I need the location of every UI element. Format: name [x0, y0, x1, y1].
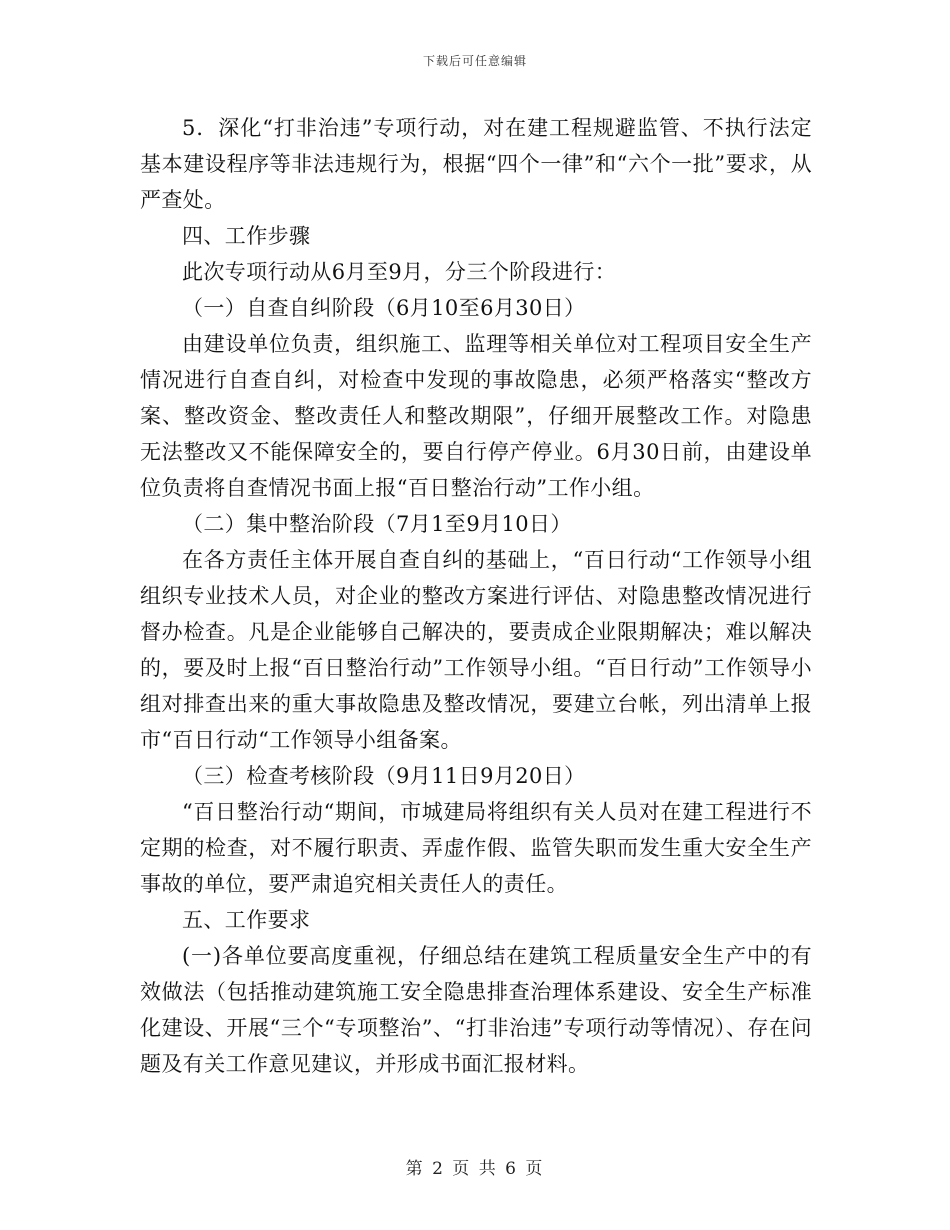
paragraph-centralized-rectification: 在各方责任主体开展自查自纠的基础上，“百日行动“工作领导小组组织专业技术人员，对企业的整改方案进行评估、对隐患整改情况进行督办检查。凡是企业能够自己解决的，要责成企业限期解决；难以解决的，要及时上报“百日整治行动”工作领导小组。“百日行动”工作领导小组对排查出来的重大事故隐患及整改情况，要建立台帐，列出清单上报市“百日行动“工作领导小组备案。 [140, 548, 812, 752]
paragraph-requirement-1: (一)各单位要高度重视，仔细总结在建筑工程质量安全生产中的有效做法（包括推动建筑施工安全隐患排查治理体系建设、安全生产标准化建设、开展“三个“专项整治”、“打非治违”专项行动等情况）、存在问题及有关工作意见建议，并形成书面汇报材料。 [140, 944, 812, 1076]
section-heading-work-requirements: 五、工作要求 [182, 908, 311, 932]
subheading-inspection-assessment: （三）检查考核阶段（9月11日9月20日） [182, 764, 586, 788]
page-number: 第 2 页 共 6 页 [405, 1159, 545, 1179]
paragraph-inspection-assessment: “百日整治行动“期间，市城建局将组织有关人员对在建工程进行不定期的检查，对不履行职责、弄虚作假、监管失职而发生重大安全生产事故的单位，要严肃追究相关责任人的责任。 [140, 800, 812, 896]
section-heading-work-steps: 四、工作步骤 [182, 224, 311, 248]
paragraph-item-5: 5．深化“打非治违”专项行动，对在建工程规避监管、不执行法定基本建设程序等非法违规行为，根据“四个一律”和“六个一批”要求，从严查处。 [140, 116, 812, 212]
document-body [140, 110, 812, 1082]
subheading-centralized-rectification: （二）集中整治阶段（7月1至9月10日） [182, 512, 572, 536]
subheading-self-check: （一）自查自纠阶段（6月10至6月30日） [182, 296, 586, 320]
page-header: 下载后可任意编辑 [422, 54, 527, 68]
paragraph-stages-intro: 此次专项行动从6月至9月，分三个阶段进行： [182, 260, 617, 284]
paragraph-self-check: 由建设单位负责，组织施工、监理等相关单位对工程项目安全生产情况进行自查自纠，对检查中发现的事故隐患，必须严格落实“整改方案、整改资金、整改责任人和整改期限”，仔细开展整改工作。对隐患无法整改又不能保障安全的，要自行停产停业。6月30日前，由建设单位负责将自查情况书面上报“百日整治行动”工作小组。 [140, 332, 812, 500]
